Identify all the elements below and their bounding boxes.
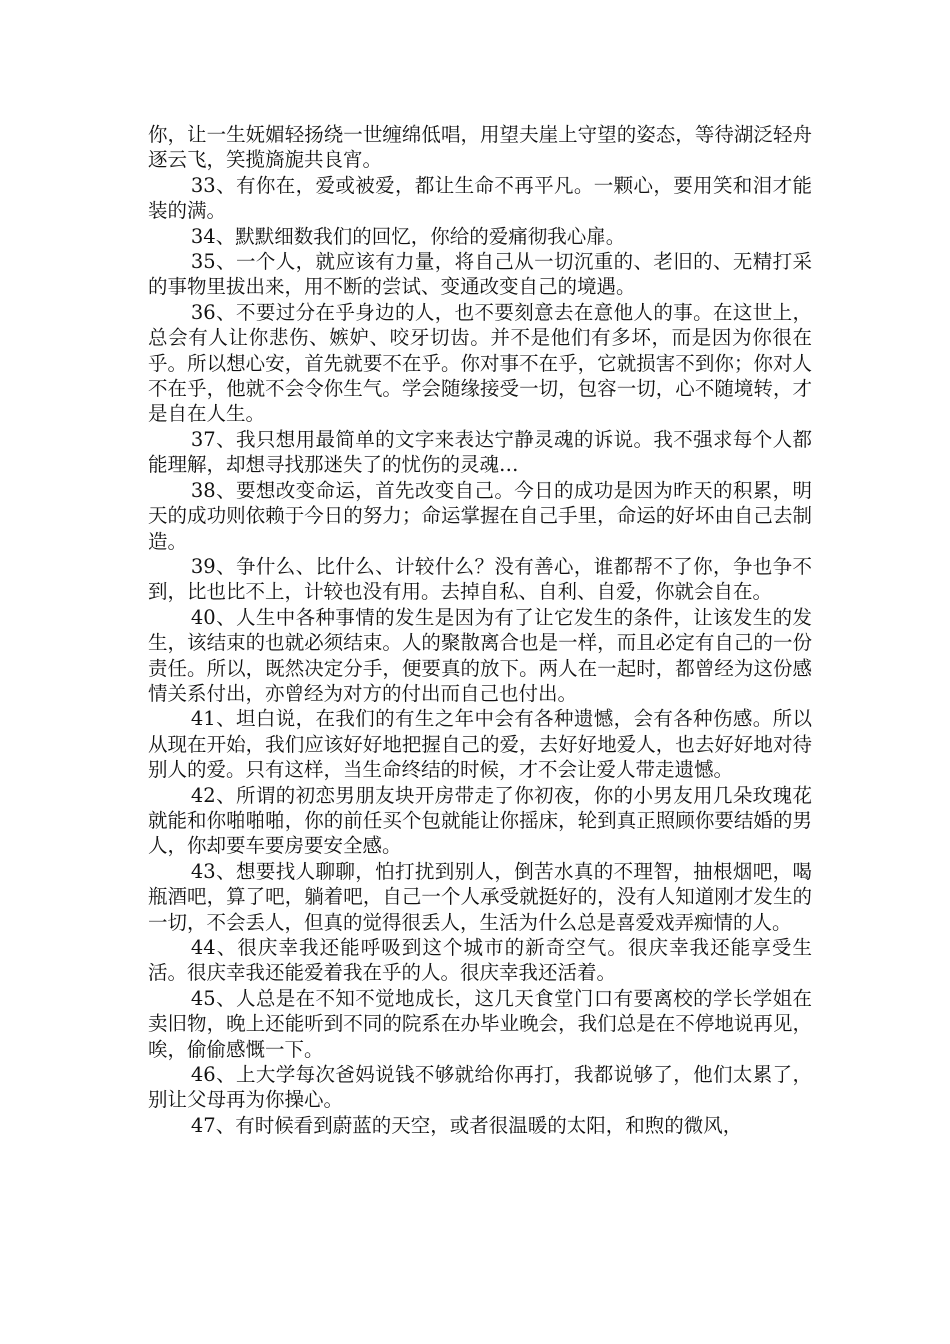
paragraph-continuation: 你，让一生妩媚轻扬绕一世缠绵低唱，用望夫崖上守望的姿态，等待湖泛轻舟逐云飞，笑揽旖旎共良宵。 (148, 123, 812, 172)
paragraph-41: 41、坦白说，在我们的有生之年中会有各种遗憾，会有各种伤感。所以从现在开始，我们应该好好地把握自己的爱，去好好地爱人，也去好好地对待别人的爱。只有这样，当生命终结的时候，才不会让爱人带走遗憾。 (148, 707, 812, 782)
paragraph-47: 47、有时候看到蔚蓝的天空，或者很温暖的太阳，和煦的微风， (190, 1113, 743, 1137)
paragraph-35: 35、一个人，就应该有力量，将自己从一切沉重的、老旧的、无精打采的事物里拔出来，用不断的尝试、变通改变自己的境遇。 (148, 250, 812, 299)
paragraph-37: 37、我只想用最简单的文字来表达宁静灵魂的诉说。我不强求每个人都能理解，却想寻找那迷失了的忧伤的灵魂… (148, 427, 812, 477)
paragraph-46: 46、上大学每次爸妈说钱不够就给你再打，我都说够了，他们太累了，别让父母再为你操心。 (148, 1063, 812, 1112)
paragraph-44: 44、很庆幸我还能呼吸到这个城市的新奇空气。很庆幸我还能享受生活。很庆幸我还能爱着我在乎的人。很庆幸我还活着。 (148, 936, 812, 985)
paragraph-42: 42、所谓的初恋男朋友块开房带走了你初夜，你的小男友用几朵玫瑰花就能和你啪啪啪，你的前任买个包就能让你摇床，轮到真正照顾你要结婚的男人，你却要车要房要安全感。 (148, 783, 812, 858)
paragraph-34: 34、默默细数我们的回忆，你给的爱痛彻我心扉。 (190, 224, 626, 248)
paragraph-39: 39、争什么、比什么、计较什么？没有善心，谁都帮不了你，争也争不到，比也比不上，计较也没有用。去掉自私、自利、自爱，你就会自在。 (148, 554, 812, 604)
paragraph-38: 38、要想改变命运，首先改变自己。今日的成功是因为昨天的积累，明天的成功则依赖于今日的努力；命运掌握在自己手里，命运的好坏由自己去制造。 (148, 478, 812, 553)
paragraph-33: 33、有你在，爱或被爱，都让生命不再平凡。一颗心，要用笑和泪才能装的满。 (148, 173, 812, 223)
paragraph-36: 36、不要过分在乎身边的人，也不要刻意去在意他人的事。在这世上，总会有人让你悲伤、嫉妒、咬牙切齿。并不是他们有多坏，而是因为你很在乎。所以想心安，首先就要不在乎。你对事不在乎，它就损害不到你；你对人不在乎，他就不会令你生气。学会随缘接受一切，包容一切，心不随境转，才是自在人生。 (148, 300, 812, 426)
paragraph-45: 45、人总是在不知不觉地成长，这几天食堂门口有要离校的学长学姐在卖旧物，晚上还能听到不同的院系在办毕业晚会，我们总是在不停地说再见，唉，偷偷感慨一下。 (148, 986, 812, 1061)
paragraph-43: 43、想要找人聊聊，怕打扰到别人，倒苦水真的不理智，抽根烟吧，喝瓶酒吧，算了吧，躺着吧，自己一个人承受就挺好的，没有人知道刚才发生的一切，不会丢人，但真的觉得很丢人，生活为什么总是喜爱戏弄痴情的人。 (148, 859, 812, 934)
paragraph-40: 40、人生中各种事情的发生是因为有了让它发生的条件，让该发生的发生，该结束的也就必须结束。人的聚散离合也是一样，而且必定有自己的一份责任。所以，既然决定分手，便要真的放下。两人在一起时，都曾经为这份感情关系付出，亦曾经为对方的付出而自己也付出。 (148, 605, 812, 705)
document-page (148, 122, 812, 1138)
